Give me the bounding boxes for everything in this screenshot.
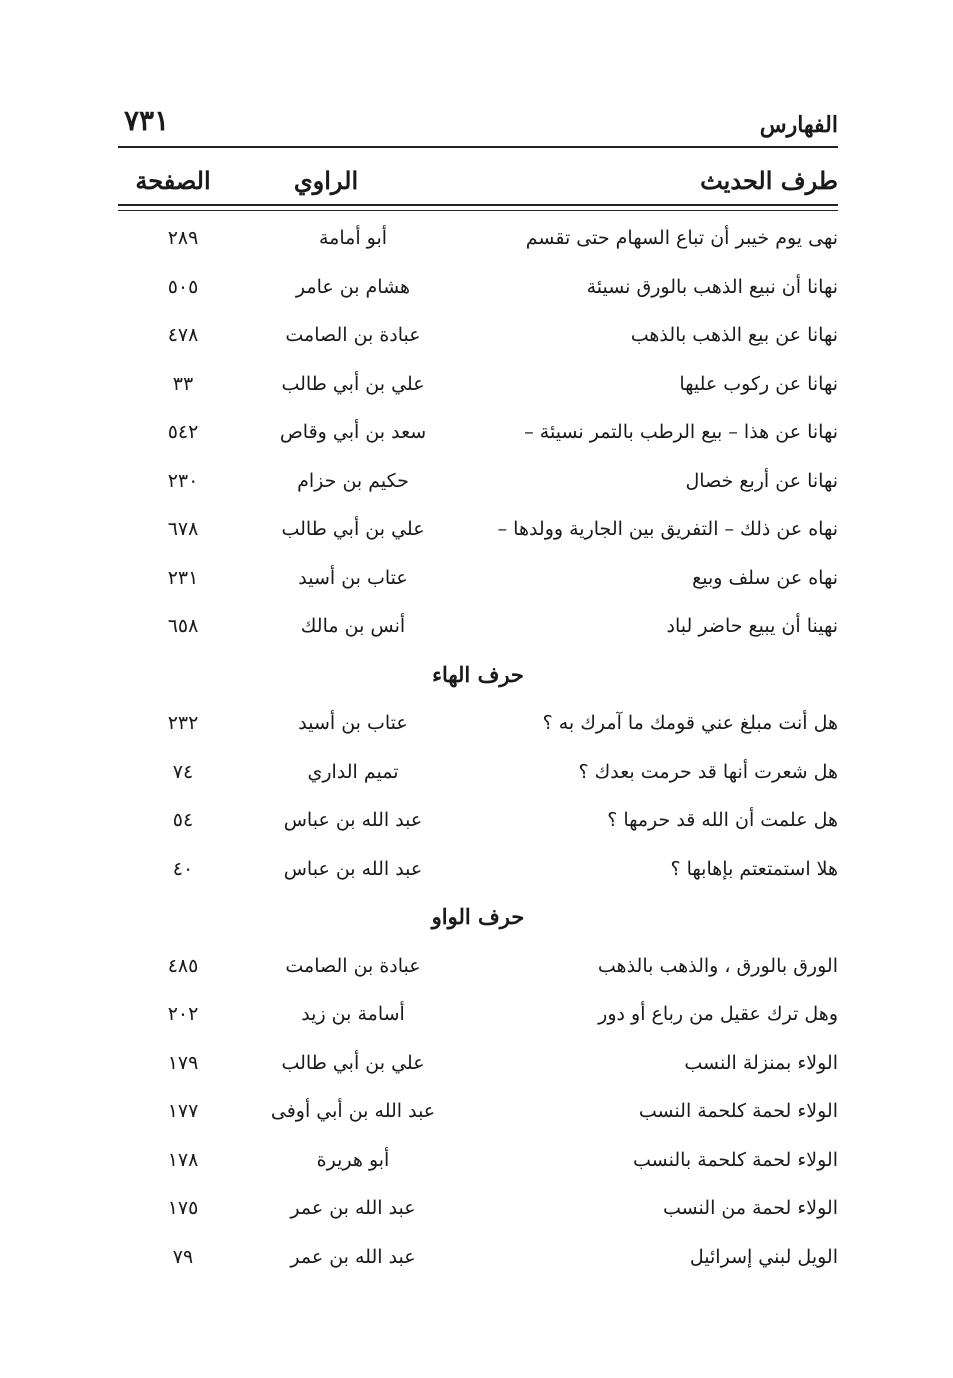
hadith-text: هل أنت مبلغ عني قومك ما آمرك به ؟ — [542, 712, 838, 734]
index-row — [118, 1233, 838, 1282]
page-reference: ١٧٥ — [167, 1197, 199, 1219]
page-reference: ٧٩ — [172, 1245, 194, 1268]
index-row — [118, 990, 838, 1039]
index-row — [118, 263, 838, 312]
index-row — [118, 796, 838, 845]
page-reference: ٦٧٨ — [167, 518, 199, 540]
index-row — [118, 214, 838, 263]
narrator-name: علي بن أبي طالب — [281, 518, 425, 540]
page-reference: ١٧٩ — [167, 1051, 199, 1074]
narrator-name: هشام بن عامر — [295, 275, 411, 298]
page-reference: ٤٨٥ — [167, 954, 199, 977]
narrator-name: عبادة بن الصامت — [285, 324, 421, 346]
page-reference: ٧٤ — [172, 760, 194, 783]
section-heading: حرف الواو — [431, 904, 525, 929]
hadith-text: نهى يوم خيبر أن تباع السهام حتى تقسم — [525, 227, 838, 249]
index-row — [118, 408, 838, 457]
column-header-rule — [118, 204, 838, 211]
narrator-name: سعد بن أبي وقاص — [279, 421, 427, 443]
page-reference: ٥٤٢ — [167, 421, 199, 443]
hadith-text: نهانا أن نبيع الذهب بالورق نسيئة — [586, 275, 838, 298]
narrator-name: عبد الله بن عباس — [283, 857, 423, 880]
index-row — [118, 1184, 838, 1233]
narrator-name: عبد الله بن عمر — [290, 1197, 416, 1219]
narrator-name: عبد الله بن أبي أوفى — [270, 1100, 436, 1122]
hadith-text: وهل ترك عقيل من رباع أو دور — [598, 1003, 838, 1025]
hadith-text: الويل لبني إسرائيل — [689, 1245, 838, 1268]
narrator-name: علي بن أبي طالب — [281, 372, 425, 395]
hadith-text: هل علمت أن الله قد حرمها ؟ — [607, 809, 838, 831]
narrator-name: أسامة بن زيد — [301, 1003, 405, 1025]
narrator-name: عبادة بن الصامت — [285, 954, 421, 977]
index-row — [118, 457, 838, 506]
hadith-text: نهانا عن بيع الذهب بالذهب — [630, 324, 838, 346]
index-row — [118, 554, 838, 603]
hadith-text: الولاء لحمة من النسب — [662, 1197, 838, 1219]
page-reference: ١٧٨ — [167, 1148, 199, 1171]
index-row — [118, 748, 838, 797]
page-reference: ٥٠٥ — [167, 275, 199, 298]
hadith-text: نهانا عن هذا – بيع الرطب بالتمر نسيئة – — [524, 421, 838, 443]
section-heading: حرف الهاء — [432, 661, 524, 687]
hadith-text: نهاه عن سلف وبيع — [692, 566, 838, 589]
page-reference: ٢٣٢ — [167, 712, 199, 734]
index-row — [118, 360, 838, 409]
column-header-page: الصفحة — [135, 166, 211, 195]
hadith-text: هل شعرت أنها قد حرمت بعدك ؟ — [578, 760, 838, 783]
narrator-name: علي بن أبي طالب — [281, 1051, 425, 1074]
index-row — [118, 311, 838, 360]
page-number: ٧٣١ — [124, 104, 170, 137]
page-reference: ٤٠ — [172, 857, 194, 880]
narrator-name: أبو أمامة — [318, 227, 388, 249]
page-reference: ٦٥٨ — [167, 615, 199, 637]
column-headers — [118, 160, 838, 200]
page-reference: ٣٣ — [172, 372, 194, 395]
hadith-text: نهينا أن يبيع حاضر لباد — [666, 615, 838, 637]
narrator-name: عبد الله بن عباس — [283, 809, 423, 831]
running-title: الفهارس — [759, 112, 838, 138]
hadith-text: الولاء بمنزلة النسب — [684, 1051, 838, 1074]
narrator-name: عتاب بن أسيد — [298, 712, 408, 734]
narrator-name: أنس بن مالك — [300, 615, 406, 637]
page-reference: ٢٠٢ — [167, 1003, 199, 1025]
hadith-text: الورق بالورق ، والذهب بالذهب — [597, 954, 838, 977]
page-reference: ٥٤ — [172, 809, 194, 831]
header-rule — [118, 146, 838, 148]
page-reference: ٢٨٩ — [167, 227, 199, 249]
hadith-text: الولاء لحمة كلحمة بالنسب — [633, 1148, 838, 1171]
index-row — [118, 1136, 838, 1185]
narrator-name: عتاب بن أسيد — [298, 566, 408, 589]
index-row — [118, 699, 838, 748]
column-header-rawi: الراوي — [293, 166, 359, 195]
narrator-name: عبد الله بن عمر — [290, 1245, 416, 1268]
narrator-name: تميم الداري — [307, 760, 399, 783]
index-row — [118, 942, 838, 991]
page-reference: ١٧٧ — [167, 1100, 199, 1122]
hadith-text: نهانا عن أربع خصال — [685, 469, 838, 492]
hadith-text: هلا استمتعتم بإهابها ؟ — [670, 857, 838, 880]
index-row — [118, 505, 838, 554]
column-header-hadith: طرف الحديث — [700, 166, 838, 195]
hadith-text: نهاه عن ذلك – التفريق بين الجارية وولدها – — [497, 518, 838, 540]
hadith-text: نهانا عن ركوب عليها — [679, 372, 838, 395]
page-reference: ٢٣٠ — [167, 469, 199, 492]
index-row — [118, 602, 838, 651]
narrator-name: أبو هريرة — [316, 1148, 390, 1171]
page-reference: ٢٣١ — [167, 566, 199, 589]
index-row — [118, 845, 838, 894]
hadith-index-table — [118, 214, 838, 1281]
page-reference: ٤٧٨ — [167, 324, 199, 346]
index-row — [118, 1087, 838, 1136]
hadith-text: الولاء لحمة كلحمة النسب — [638, 1100, 838, 1122]
narrator-name: حكيم بن حزام — [297, 469, 409, 492]
page-header — [118, 100, 838, 144]
index-row — [118, 1039, 838, 1088]
